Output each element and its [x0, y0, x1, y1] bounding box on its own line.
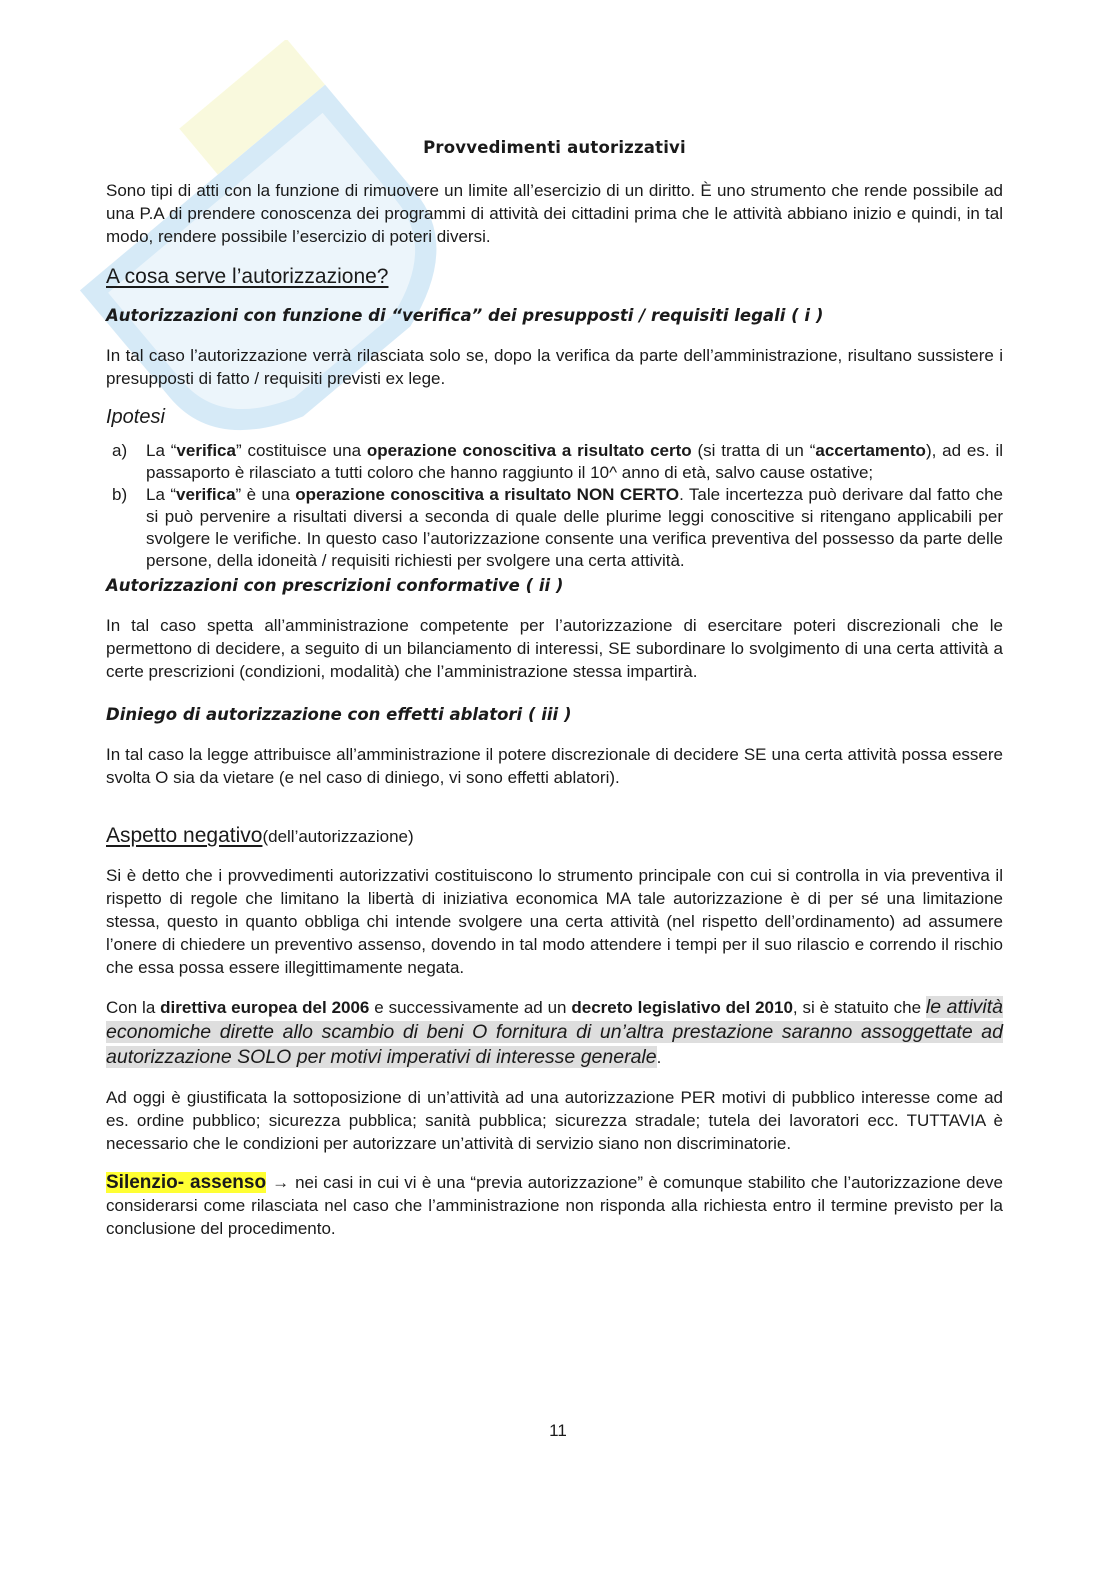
silenzio-assenso-label: Silenzio- assenso [106, 1172, 267, 1193]
section-diniego-text: In tal caso la legge attribuisce all’amministrazione il potere discrezionale di decidere SE una certa attività possa essere svolta O sia da vietare (e nel caso di diniego, vi sono effetti ablatori). [106, 745, 1003, 787]
heading-negative-title: Aspetto negativo [106, 824, 263, 847]
text-run: Con la [106, 998, 161, 1017]
list-marker: b) [112, 485, 128, 504]
text-run: ” è una [235, 485, 296, 504]
intro-paragraph: Sono tipi di atti con la funzione di rimuovere un limite all’esercizio di un diritto. È uno strumento che rende possibile ad una P.A di prendere conoscenza dei programmi di attività dei cittadini prima che le attività abbiano inizio e quindi, in tal modo, rendere possibile l’esercizio di poteri diversi. [106, 181, 1003, 246]
heading-purpose: A cosa serve l’autorizzazione? [106, 265, 389, 288]
bold-run: verifica [176, 441, 236, 460]
section-verifica-text: In tal caso l’autorizzazione verrà rilasciata solo se, dopo la verifica da parte dell’amministrazione, risultano sussistere i presupposti di fatto / requisiti previsti ex lege. [106, 346, 1003, 388]
ipotesi-list [106, 440, 1003, 572]
ipotesi-label: Ipotesi [106, 406, 165, 428]
negative-paragraph-1: Si è detto che i provvedimenti autorizzativi costituiscono lo strumento principale con cui si controlla in via preventiva il rispetto di regole che limitano la libertà di iniziativa economica MA tale autorizzazione è di per sé una limitazione stessa, questo in quanto obbliga chi intende svolgere una certa attività (nel rispetto dell’ordinamento) ad assumere l’onere di chiedere un preventivo assenso, dovendo in tal modo attendere i tempi per il suo rilascio e correndo il rischio che essa possa essere illegittimamente negata. [106, 866, 1003, 977]
bold-run: decreto legislativo del 2010 [571, 998, 793, 1017]
negative-paragraph-3: Ad oggi è giustificata la sottoposizione di un’attività ad una autorizzazione PER motivi di pubblico interesse come ad es. ordine pubblico; sicurezza pubblica; sanità pubblica; sicurezza stradale; tutela dei lavoratori ecc. TUTTAVIA è necessario che le condizioni per autorizzare un’attività di servizio siano non discriminatorie. [106, 1088, 1003, 1153]
section-prescrizioni-text: In tal caso spetta all’amministrazione competente per l’autorizzazione di esercitare poteri discrezionali che le permettono di decidere, a seguito di un bilanciamento di interessi, SE subordinare lo svolgimento di una certa attività a certe prescrizioni (condizioni, modalità) che l’amministrazione stessa impartirà. [106, 616, 1003, 681]
list-item [106, 440, 1003, 484]
bold-run: direttiva europea del 2006 [160, 998, 370, 1017]
text-run: (si tratta di un “ [691, 441, 816, 460]
text-run: ), ad es. il passaporto è rilasciato a tutti coloro che hanno raggiunto il 10^ anno di età, salvo cause ostative; [146, 441, 1003, 482]
section-prescrizioni-heading: Autorizzazioni con prescrizioni conformative ( ii ) [106, 576, 564, 595]
section-verifica-heading [106, 304, 1003, 328]
page-number: 11 [549, 1421, 567, 1440]
section-verifica-number: ( i ) [791, 306, 824, 325]
text-run: . Tale incertezza può derivare dal fatto che si può pervenire a risultati diversi a seconda di quale delle plurime leggi conoscitive si ritengano applicabili per svolgere le verifiche. In questo caso l’autorizzazione consente una verifica preventiva del possesso da parte delle persone, della idoneità / requisiti richiesti per svolgere una certa attività. [146, 485, 1003, 570]
bold-run: verifica [175, 485, 236, 504]
bold-run: operazione conoscitiva a risultato certo [366, 441, 692, 460]
text-run: La “ [146, 485, 176, 504]
text-run: ” costituisce una [235, 441, 367, 460]
page-title: Provvedimenti autorizzativi [423, 138, 686, 157]
heading-negative-suffix: (dell’autorizzazione) [262, 827, 414, 846]
document-page [106, 128, 1003, 1240]
list-marker: a) [112, 441, 128, 460]
silenzio-assenso-paragraph [106, 1171, 1003, 1240]
section-verifica-title: Autorizzazioni con funzione di “verifica” dei presupposti / requisiti legali [106, 306, 786, 325]
list-item [106, 484, 1003, 572]
text-run: . [656, 1048, 662, 1067]
bold-run: operazione conoscitiva a risultato NON CERTO [295, 485, 680, 504]
text-run: e successivamente ad un [369, 998, 572, 1017]
section-diniego-heading: Diniego di autorizzazione con effetti ablatori ( iii ) [106, 705, 572, 724]
heading-negative [106, 823, 1003, 850]
text-run: La “ [146, 441, 177, 460]
silenzio-assenso-text: nei casi in cui vi è una “previa autorizzazione” è comunque stabilito che l’autorizzazione deve considerarsi come rilasciata nel caso che l’amministrazione non risponda alla richiesta entro il termine previsto per la conclusione del procedimento. [106, 1173, 1003, 1238]
bold-run: accertamento [815, 441, 926, 460]
negative-paragraph-2 [106, 995, 1003, 1070]
highlighted-quote: le attività economiche dirette allo scambio di beni O fornitura di un’altra prestazione saranno assoggettate ad autorizzazione SOLO per motivi imperativi di interesse generale [106, 996, 1003, 1068]
text-run: , si è statuito che [792, 998, 926, 1017]
right-arrow-icon: → [272, 1173, 290, 1192]
